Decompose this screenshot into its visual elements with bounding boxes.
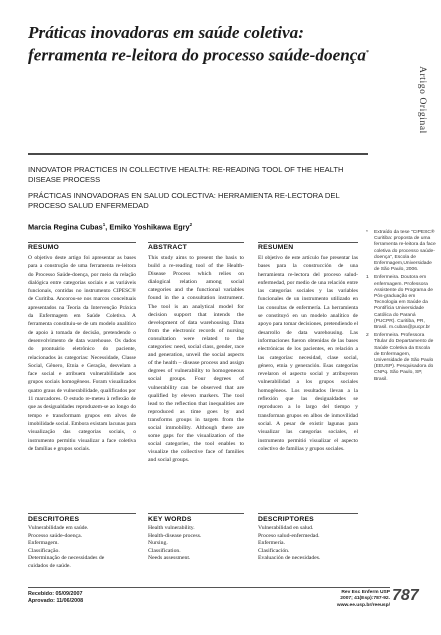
descriptores-list [258, 525, 358, 563]
author-affiliation-marker: 1 [102, 222, 106, 227]
list-item: Classificação. [28, 547, 60, 554]
author-affiliation-marker: 2 [189, 222, 193, 227]
list-item: Health vulnerability. [148, 525, 195, 531]
footnote-marker: 1 [366, 275, 369, 281]
column-rule [258, 513, 358, 514]
resumo-text: O objetivo deste artigo foi apresentar as bases para a construção de uma ferramenta re-leitora do Processo Saúde-doença, por meio da relação dialógica entre categorias sociais e as variáveis funcionais, contidas no instrumento CIPESC® de Curitiba. Ancorou-se nos marcos conceituais apresentados na Teoria da Intervenção Práxica da Enfermagem em Saúde Coletiva. A ferramenta constituiu-se de um modelo analítico de apoio à tomada de decisão, pretendendo o desenvolvimento de data warehouse. Os dados do prontuário eletrônico do paciente, relacionados às categorias: Necessidade, Classe Social, Gênero, Etnia e Geração, desvelam a face social e atribuem vulnerabilidade aos grupos sociais homogêneos. Foram visualizados quatro graus de vulnerabilidade, qualificados por 11 marcadores. O estudo re-meteu à reflexão de que as desigualdades reproduzem-se ao longo do tempo e transformam grupos em alvos de imobilidade social. Embora existam lacunas para visualização das categorias sociais, o instrumento permitiu visualizar a face coletiva de famílias e grupos sociais. [28, 255, 136, 452]
footnote [366, 275, 436, 331]
list-item: Evaluación de necesidades. [258, 555, 321, 562]
journal-name: Rev Esc Enferm USP [341, 590, 390, 595]
list-item: Determinação de necessidades de cuidados de saúde. [28, 555, 105, 569]
footnote [366, 333, 436, 383]
column-rule [148, 513, 244, 514]
list-item: Vulnerabilidad en salud. [258, 525, 314, 531]
footnote [366, 230, 436, 273]
authors: Marcia Regina Cubas$^1$, Emiko Yoshikawa Egry$^2$ [28, 222, 193, 232]
journal-citation [330, 590, 390, 609]
column-rule [148, 242, 244, 243]
column-rule [28, 513, 136, 514]
author-name: Emiko Yoshikawa Egry [109, 222, 190, 232]
list-item: Nursing. [148, 540, 168, 547]
received-date: Recebido: 05/09/2007 [28, 591, 83, 597]
list-item: Processo saúde-doença. [28, 532, 83, 539]
footnote-text: Enfermeira. Professora Titular do Departamento de Saúde Coletiva da Escola de Enfermagem, Universidade de São Paulo (EEUSP). Pesquisadora do CNPq. São Paulo, SP, Brasil. [374, 333, 434, 382]
article-title: Práticas inovadoras em saúde coletiva: ferramenta re-leitora do processo saúde-doença* [28, 23, 369, 65]
list-item: Vulnerabilidade em saúde. [28, 525, 89, 531]
section-label: Artigo Original [417, 66, 427, 134]
column-rule [28, 242, 136, 243]
title-spanish: PRÁCTICAS INNOVADORAS EN SALUD COLECTIVA: HERRAMIENTA RE-LECTORA DEL PROCESO SALUD ENFERMEDAD [28, 191, 340, 210]
list-item: Enfermagem. [28, 540, 59, 547]
journal-url-link[interactable]: www.ee.usp.br/reeusp/ [336, 602, 390, 608]
descritores-list [28, 525, 136, 571]
resumo-heading: RESUMO [28, 244, 60, 251]
footnote-marker: 2 [366, 333, 369, 339]
submission-dates [28, 591, 83, 605]
list-item: Health-disease process. [148, 532, 202, 539]
title-divider [28, 153, 368, 155]
author-name: Marcia Regina Cubas [28, 222, 103, 232]
title-english: INNOVATOR PRACTICES IN COLLECTIVE HEALTH: RE-READING TOOL OF THE HEALTH DISEASE PROCESS [28, 165, 344, 184]
abstract-heading: ABSTRACT [148, 244, 187, 251]
keywords-heading: KEY WORDS [148, 516, 192, 523]
keywords-list [148, 525, 244, 563]
list-item: Needs assessment. [148, 555, 191, 562]
list-item: Clasificación. [258, 547, 290, 554]
footnote-text: Extraído da tese "CIPESC® Curitiba: proposta de uma ferramenta re-leitora da face coletiva do processo saúde-doença", Escola de Enfermagem,Universidade de São Paulo, 2006. [374, 230, 436, 273]
journal-volume: 2007; 41(Esp):787-92. [340, 596, 390, 602]
footnotes [366, 230, 436, 385]
resumen-text: El objetivo de este artículo fue presentar las bases para la construcción de una herramienta re-lectora del proceso salud-enfermedad, por medio de una relación entre las categorías sociales y las variables funcionales de un instrumento utilizado en las consultas de enfermería. La herramienta se constituyó en un modelo analítico de apoyo para tomar decisiones, pretendiendo el desarrollo de data warehousing. Las informaciones fueron obtenidas de las bases electrónicas de los pacientes, en relación a las categorías: necesidad, clase social, género, etnia y generación. Esas categorías revelaron el aspecto social y atribuyeron vulnerabilidad a los grupos sociales homogéneos. Los resultados llevan a la reflexión que las desigualdades se reproducen a lo largo del tiempo y transforman grupos en albos de inmovilidad social. A pesar de existir lagunas para visualizar las categorías sociales, el instrumento permitió visualizar el aspecto colectivo de familias y grupos sociales. [258, 255, 358, 452]
list-item: Classification. [148, 547, 181, 554]
column-rule [258, 242, 358, 243]
footer-divider [28, 587, 390, 588]
footnote-text: Enfermeira. Doutora em enfermagem. Professora Assistente do Programa de Pós-graduação em Tecnologia em Saúde da Pontifícia Universidade Católica do Paraná (PUCPR). Curitiba, PR, Brasil. m.cubas@pucpr.br [374, 275, 433, 331]
footnote-marker: * [366, 230, 368, 235]
page-number: 787 [392, 587, 419, 604]
approved-date: Aprovado: 11/06/2008 [28, 598, 84, 604]
abstract-text: This study aims to present the basis to build a re-reading tool of the Health-Disease Process which relies on dialogical relation among social categories and the functional variables found in the a consultation instrument. The tool is an analytical model for decision support that intends the development of data warehousing. Data from the electronic records of nursing consultation were related to the categories: need, social class, gender, race and generation, unveil the social aspects of the health – disease process and assign degrees of vulnerability to homogeneous social groups. Four degrees of vulnerability can be observed that are qualified by eleven markers. The tool lead to the reflection that inequalities are reproduced as time goes by and transforms groups in targets from the social immobility. Although there are some gaps for the visualization of the social categories, the tool enables to visualize the collective face of families and social groups. [148, 255, 244, 464]
list-item: Proceso salud-enfermedad. [258, 532, 320, 539]
resumen-heading: RESUMEN [258, 244, 294, 251]
descriptores-heading: DESCRIPTORES [258, 516, 314, 523]
descritores-heading: DESCRITORES [28, 516, 80, 523]
list-item: Enfermería. [258, 540, 285, 547]
